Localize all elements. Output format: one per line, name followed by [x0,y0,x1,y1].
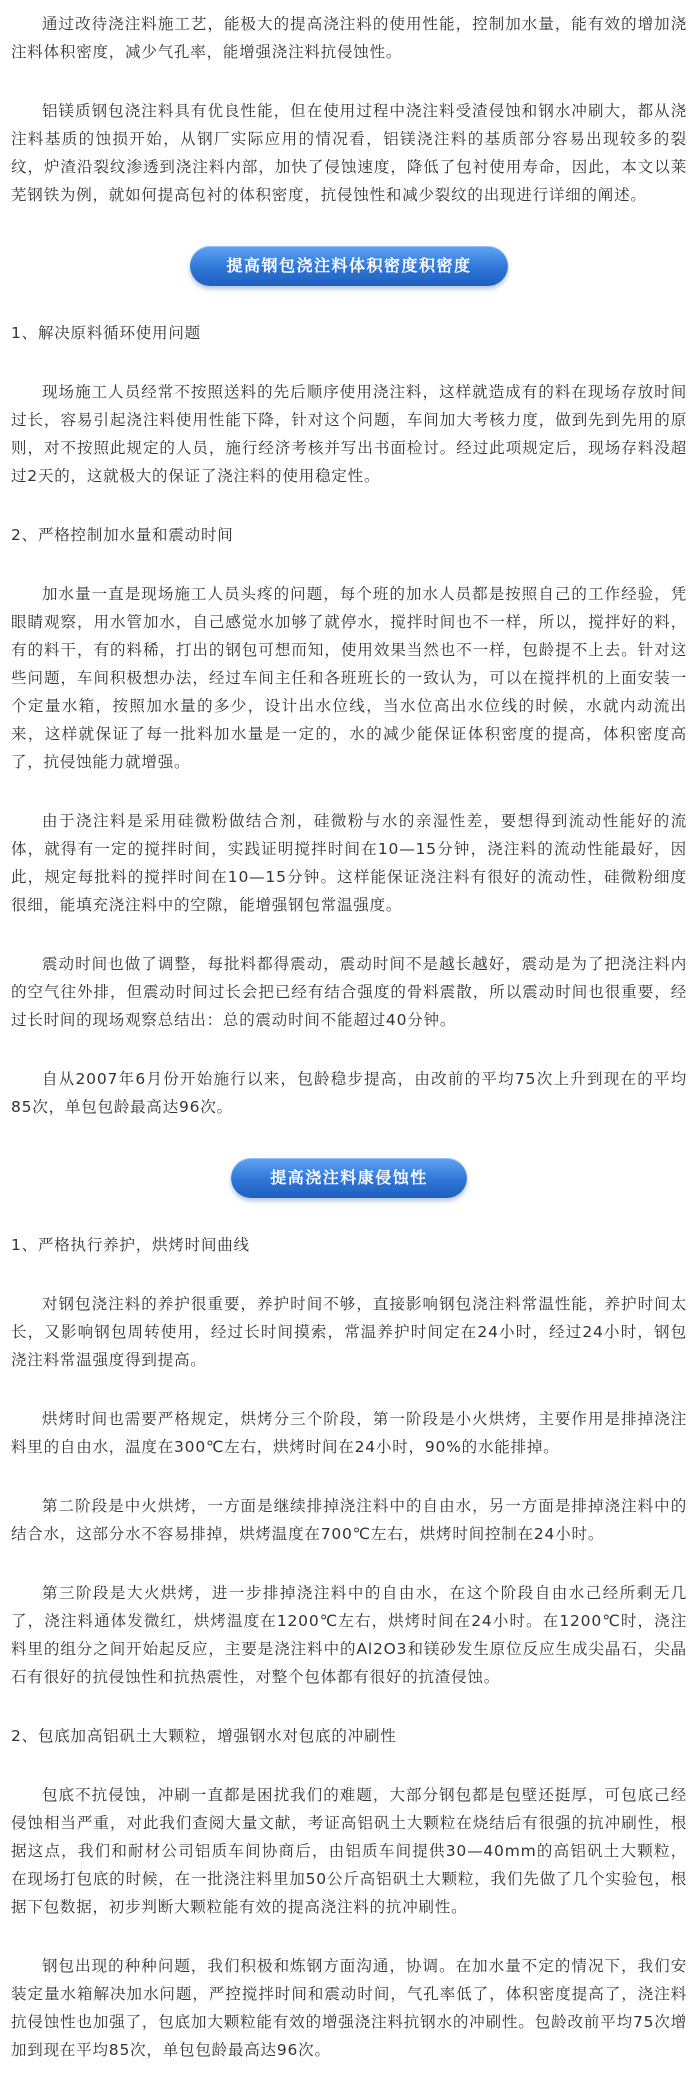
subheading: 1、解决原料循环使用问题 [11,324,201,342]
intro-paragraph: 通过改待浇注料施工艺，能极大的提高浇注料的使用性能，控制加水量，能有效的增加浇注料体积密度，减少气孔率，能增强浇注料抗侵蚀性。 [11,15,687,61]
body-paragraph: 第二阶段是中火烘烤，一方面是继续排掉浇注料中的自由水，另一方面是排掉浇注料中的结合水，这部分水不容易排掉，烘烤温度在700℃左右，烘烤时间控制在24小时。 [11,1497,687,1543]
subheading: 1、严格执行养护，烘烤时间曲线 [11,1236,250,1254]
body-paragraph: 对钢包浇注料的养护很重要，养护时间不够，直接影响钢包浇注料常温性能，养护时间太长，又影响钢包周转使用，经过长时间摸索，常温养护时间定在24小时，经过24小时，钢包浇注料常温强度得到提高。 [11,1295,687,1369]
body-paragraph: 加水量一直是现场施工人员头疼的问题，每个班的加水人员都是按照自己的工作经验，凭眼睛观察，用水管加水，自己感觉水加够了就停水，搅拌时间也不一样，所以，搅拌好的料，有的料干，有的料稀，打出的钢包可想而知，使用效果当然也不一样，包龄提不上去。针对这些问题，车间积极想办法，经过车间主任和各班班长的一致认为，可以在搅拌机的上面安装一个定量水箱，按照加水量的多少，设计出水位线，当水位高出水位线的时候，水就内动流出来，这样就保证了每一批料加水量是一定的，水的减少能保证体积密度的提高，体积密度高了，抗侵蚀能力就增强。 [11,585,687,771]
subheading: 2、严格控制加水量和震动时间 [11,526,234,544]
intro-paragraph: 铝镁质钢包浇注料具有优良性能，但在使用过程中浇注料受渣侵蚀和钢水冲刷大，都从浇注料基质的蚀损开始，从钢厂实际应用的情况看，铝镁浇注料的基质部分容易出现较多的裂纹，炉渣沿裂纹渗透到浇注料内部，加快了侵蚀速度，降低了包衬使用寿命，因此，本文以莱芜钢铁为例，就如何提高包衬的体积密度，抗侵蚀性和减少裂纹的出现进行详细的阐述。 [11,102,687,204]
section-title-badge: 提高浇注料康侵蚀性 [231,1158,467,1198]
subheading: 2、包底加高铝矾土大颗粒，增强钢水对包底的冲刷性 [11,1727,397,1745]
body-paragraph: 现场施工人员经常不按照送料的先后顺序使用浇注料，这样就造成有的料在现场存放时间过长，容易引起浇注料使用性能下降，针对这个问题，车间加大考核力度，做到先到先用的原则，对不按照此规定的人员，施行经济考核并写出书面检讨。经过此项规定后，现场存料没超过2天的，这就极大的保证了浇注料的使用稳定性。 [11,383,687,485]
body-paragraph: 第三阶段是大火烘烤，进一步排掉浇注料中的自由水，在这个阶段自由水己经所剩无几了，浇注料通体发微红，烘烤温度在1200℃左右，烘烤时间在24小时。在1200℃时，浇注料里的组分之间开始起反应，主要是浇注料中的Al2O3和镁砂发生原位反应生成尖晶石，尖晶石有很好的抗侵蚀性和抗热震性，对整个包体都有很好的抗渣侵蚀。 [11,1584,687,1686]
section-title-wrap [11,1152,687,1198]
body-paragraph: 钢包出现的种种问题，我们积极和炼钢方面沟通，协调。在加水量不定的情况下，我们安装定量水箱解决加水问题，严控搅拌时间和震动时间，气孔率低了，体积密度提高了，浇注料抗侵蚀性也加强了，包底加大颗粒能有效的增强浇注料抗钢水的冲刷性。包龄改前平均75次增加到现在平均85次，单包包龄最高达96次。 [11,1957,687,2059]
body-paragraph: 烘烤时间也需要严格规定，烘烤分三个阶段，第一阶段是小火烘烤，主要作用是排掉浇注料里的自由水，温度在300℃左右，烘烤时间在24小时，90%的水能排掉。 [11,1410,687,1456]
section-title-badge: 提高钢包浇注料体积密度积密度 [190,246,508,286]
body-paragraph: 包底不抗侵蚀，冲刷一直都是困扰我们的难题，大部分钢包都是包壁还挺厚，可包底己经侵蚀相当严重，对此我们查阅大量文献，考证高铝矾土大颗粒在烧结后有很强的抗冲刷性，根据这点，我们和耐材公司铝质车间协商后，由铝质车间提供30—40mm的高铝矾土大颗粒，在现场打包底的时候，在一批浇注料里加50公斤高铝矾土大颗粒，我们先做了几个实验包，根据下包数据，初步判断大颗粒能有效的提高浇注料的抗冲刷性。 [11,1786,687,1916]
section-title-wrap [11,240,687,286]
body-paragraph: 由于浇注料是采用硅微粉做结合剂，硅微粉与水的亲湿性差，要想得到流动性能好的流体，就得有一定的搅拌时间，实践证明搅拌时间在10—15分钟，浇注料的流动性能最好，因此，规定每批料的搅拌时间在10—15分钟。这样能保证浇注料有很好的流动性，硅微粉细度很细，能填充浇注料中的空隙，能增强钢包常温强度。 [11,812,687,914]
body-paragraph: 震动时间也做了调整，每批料都得震动，震动时间不是越长越好，震动是为了把浇注料内的空气往外排，但震动时间过长会把已经有结合强度的骨料震散，所以震动时间也很重要，经过长时间的现场观察总结出：总的震动时间不能超过40分钟。 [11,955,687,1029]
body-paragraph: 自从2007年6月份开始施行以来，包龄稳步提高，由改前的平均75次上升到现在的平均85次，单包包龄最高达96次。 [11,1070,687,1116]
